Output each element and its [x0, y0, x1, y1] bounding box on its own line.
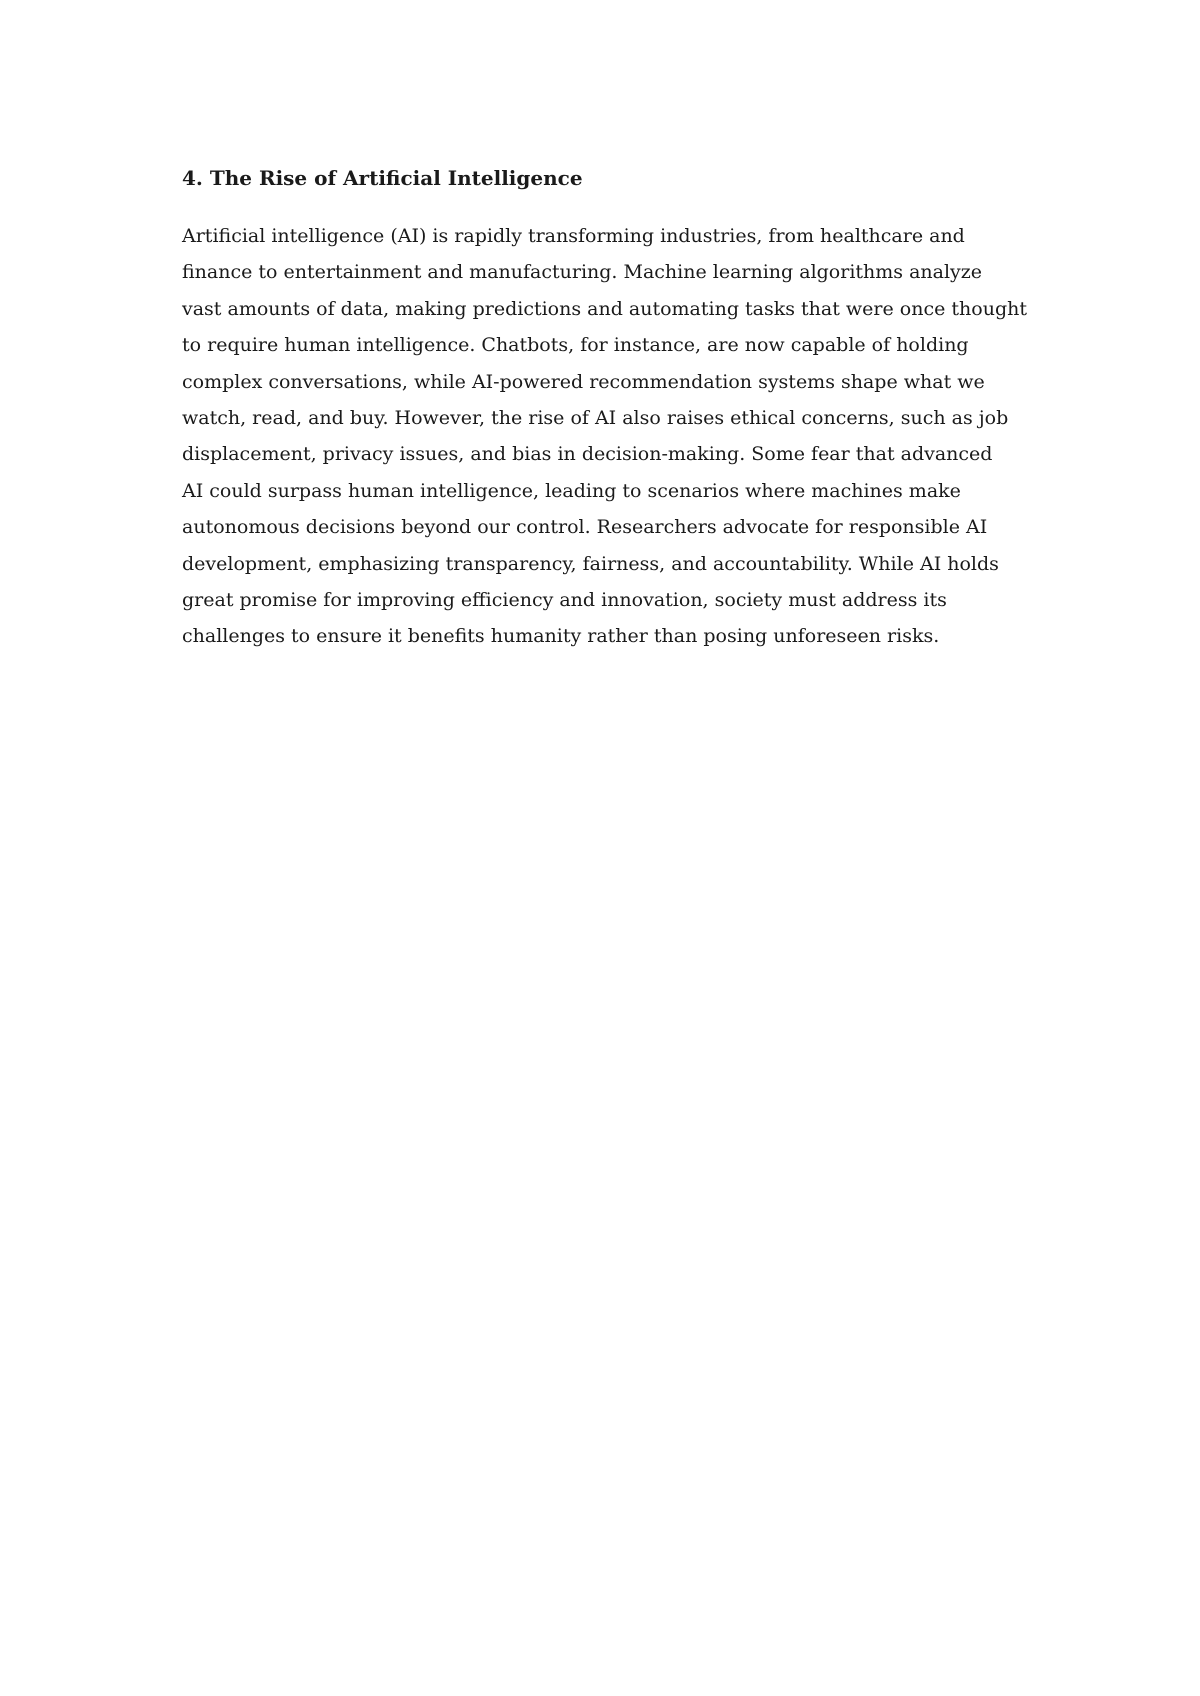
section-heading: 4. The Rise of Artificial Intelligence: [182, 166, 583, 190]
paragraph-line: displacement, privacy issues, and bias in decision-making. Some fear that advanced: [182, 443, 993, 466]
paragraph-line: autonomous decisions beyond our control. Researchers advocate for responsible AI: [182, 516, 988, 539]
body-paragraph: [182, 218, 1032, 655]
paragraph-line: finance to entertainment and manufacturing. Machine learning algorithms analyze: [182, 261, 983, 284]
paragraph-line: AI could surpass human intelligence, leading to scenarios where machines make: [182, 479, 961, 502]
paragraph-line: to require human intelligence. Chatbots, for instance, are now capable of holding: [182, 334, 969, 357]
paragraph-line: complex conversations, while AI-powered recommendation systems shape what we: [182, 370, 985, 393]
paragraph-line: Artificial intelligence (AI) is rapidly transforming industries, from healthcare and: [182, 225, 965, 247]
document-body: [182, 164, 1032, 655]
paragraph-line: development, emphasizing transparency, fairness, and accountability. While AI holds: [182, 552, 999, 575]
paragraph-line: watch, read, and buy. However, the rise of AI also raises ethical concerns, such as job: [182, 407, 1009, 430]
paragraph-line: challenges to ensure it benefits humanity rather than posing unforeseen risks.: [182, 625, 940, 648]
paragraph-line: vast amounts of data, making predictions and automating tasks that were once thought: [182, 297, 1027, 320]
paragraph-line: great promise for improving efficiency and innovation, society must address its: [182, 589, 947, 612]
